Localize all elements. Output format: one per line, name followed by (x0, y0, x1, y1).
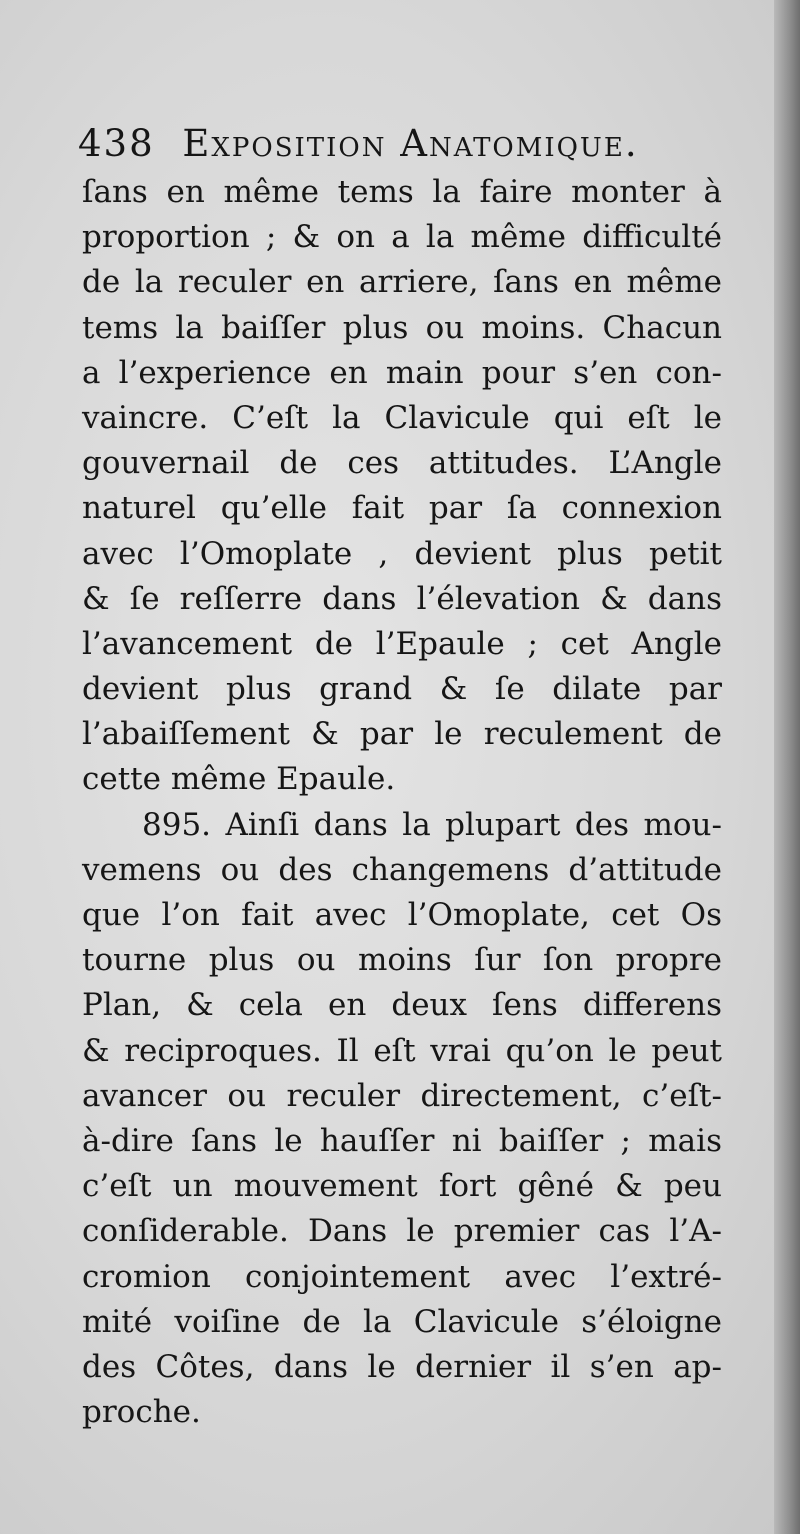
text-line: naturel qu’elle fait par ſa connexion (82, 490, 722, 527)
page-number: 438 (78, 122, 155, 165)
text-line: vaincre. C’eſt la Clavicule qui eſt le (82, 399, 722, 436)
text-line: l’abaiſſement & par le reculement de (82, 716, 722, 753)
text-line: tems la baiſſer plus ou moins. Chacun (82, 309, 722, 346)
text-line: avec l’Omoplate , devient plus petit (82, 535, 722, 572)
paragraph-start-line: 895. Ainſi dans la plupart des mou- (142, 806, 722, 843)
text-line: proportion ; & on a la même difficulté (82, 219, 722, 256)
text-line: des Côtes, dans le dernier il s’en ap- (82, 1348, 722, 1385)
text-line: gouvernail de ces attitudes. L’Angle (82, 445, 722, 482)
text-line: que l’on fait avec l’Omoplate, cet Os (82, 897, 722, 933)
text-line: à-dire ſans le hauſſer ni baiſſer ; mais (82, 1122, 722, 1159)
text-line: ſans en même tems la faire monter à (82, 174, 722, 210)
text-line: conſiderable. Dans le premier cas l’A- (82, 1213, 722, 1250)
page-gutter (774, 0, 800, 1534)
text-line: & reciproques. Il eſt vrai qu’on le peut (82, 1032, 722, 1069)
paragraph-end-line: proche. (82, 1394, 201, 1431)
paragraph-end-line: cette même Epaule. (82, 761, 396, 798)
text-line: vemens ou des changemens d’attitude (82, 851, 722, 888)
text-line: de la reculer en arriere, ſans en même (82, 264, 722, 301)
text-line: tourne plus ou moins ſur ſon propre (82, 942, 722, 979)
text-line: avancer ou reculer directement, c’eſt- (82, 1077, 722, 1114)
text-line: mité voiſine de la Clavicule s’éloigne (82, 1303, 722, 1340)
page-header (78, 122, 678, 172)
text-line: l’avancement de l’Epaule ; cet Angle (82, 625, 722, 662)
body-text (82, 170, 722, 1435)
text-line: a l’experience en main pour s’en con- (82, 354, 722, 391)
text-line: c’eſt un mouvement fort gêné & peu (82, 1168, 722, 1205)
text-line: & ſe reſſerre dans l’élevation & dans (82, 580, 722, 617)
text-line: Plan, & cela en deux ſens differens (82, 987, 722, 1024)
text-line: cromion conjointement avec l’extré- (82, 1258, 722, 1295)
running-head: Exposition Anatomique. (182, 122, 639, 165)
text-line: devient plus grand & ſe dilate par (82, 671, 722, 708)
